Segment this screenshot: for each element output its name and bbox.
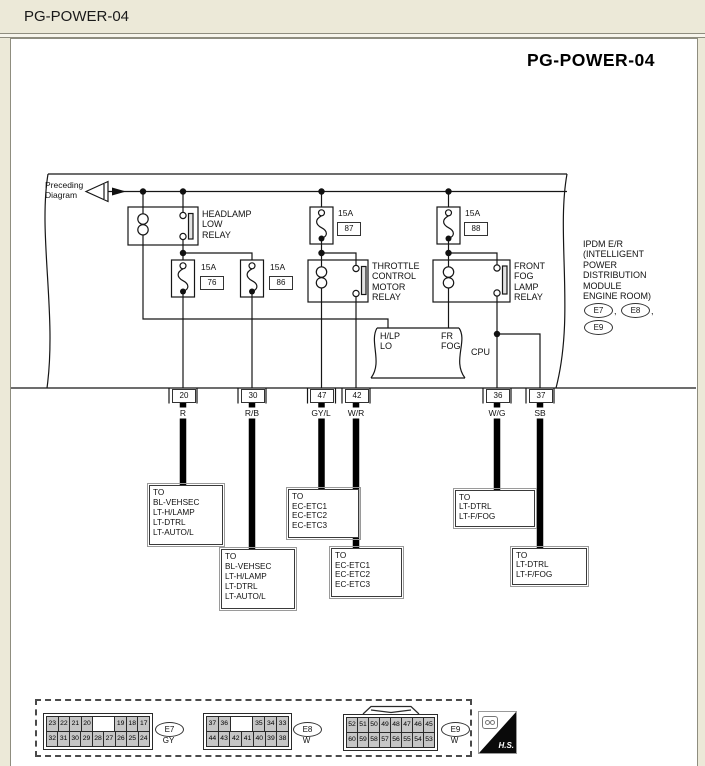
fuse-76-number: 76: [200, 276, 224, 290]
pin-41: 41: [241, 731, 254, 748]
pin-40: 40: [253, 731, 266, 748]
pin-17: 17: [137, 716, 150, 732]
hs-label: H.S.: [498, 741, 514, 750]
connector-e8-label: E8: [293, 722, 322, 737]
text-line: POWER: [583, 259, 618, 270]
text-line: LT-H/LAMP: [225, 572, 267, 581]
connector-e9-pinout: [343, 714, 438, 751]
pin-29: 29: [80, 731, 92, 748]
preceding-diagram-label: [45, 181, 83, 200]
window-title: PG-POWER-04: [24, 8, 130, 25]
pin-39: 39: [265, 731, 278, 748]
headlamp-low-relay-label: [202, 209, 252, 240]
text-line: (INTELLIGENT: [583, 249, 645, 260]
text-line: LT-F/FOG: [516, 569, 553, 579]
text-line: RELAY: [514, 292, 543, 303]
connector-e7-label: E7: [155, 722, 184, 737]
pin-57: 57: [379, 732, 391, 749]
connector-e9-label: E9: [441, 722, 470, 737]
text-line: LOW: [202, 219, 223, 230]
text-line: FR: [441, 331, 453, 341]
terminal-42: 42: [345, 389, 369, 403]
pin-28: 28: [92, 731, 104, 748]
text-line: EC-ETC1: [292, 501, 328, 511]
text-line: TO: [516, 551, 528, 560]
fuse-88-rating: 15A: [465, 208, 481, 218]
to-box-terminal-47: [288, 489, 359, 538]
pin-32: 32: [46, 731, 58, 748]
to-box-terminal-30: [221, 549, 295, 609]
text-line: EC-ETC3: [292, 521, 328, 531]
wire-color-r: R: [179, 408, 187, 418]
text-line: LT-H/LAMP: [153, 508, 195, 517]
pin-37: 37: [206, 716, 219, 732]
text-line: LT-DTRL: [153, 518, 186, 527]
wire-color-wg: W/G: [488, 408, 506, 418]
text-line: MOTOR: [372, 281, 406, 292]
pin-60: 60: [346, 732, 358, 749]
pin-36: 36: [218, 716, 231, 732]
pin-46: 46: [412, 717, 424, 733]
text-line: IPDM E/R: [583, 239, 624, 249]
pin-59: 59: [357, 732, 369, 749]
pin-54: 54: [412, 732, 424, 749]
text-line: LT-DTRL: [225, 582, 258, 591]
pin-42: 42: [229, 731, 242, 748]
separator: ,: [614, 306, 617, 316]
connector-e8-pinout: [203, 713, 292, 750]
text-line: TO: [459, 493, 471, 502]
text-line: RELAY: [202, 229, 231, 240]
pin-20: 20: [81, 716, 94, 732]
connector-e9-color: W: [450, 736, 459, 745]
terminal-20: 20: [172, 389, 196, 403]
text-line: H/LP: [380, 331, 401, 341]
text-line: FRONT: [514, 261, 545, 271]
text-line: DISTRIBUTION: [583, 270, 647, 281]
pin-33: 33: [276, 716, 289, 732]
preceding-diagram-arrow: [86, 182, 126, 202]
text-line: Preceding: [45, 180, 84, 190]
fuse-88-number: 88: [464, 222, 488, 236]
pin-58: 58: [368, 732, 380, 749]
pin-row: [206, 716, 289, 732]
hs-stamp: [478, 711, 517, 754]
pin-35: 35: [252, 716, 265, 732]
connector-ref-e9: E9: [584, 320, 613, 335]
text-line: LT-F/FOG: [459, 511, 496, 521]
wire-color-wr: W/R: [347, 408, 365, 418]
pin-51: 51: [357, 717, 369, 733]
harness-wires: [183, 401, 540, 553]
connector-e7-pinout: [43, 713, 153, 750]
fuse-87-rating: 15A: [338, 208, 354, 218]
to-box-terminal-37: [512, 548, 587, 585]
cpu-label: CPU: [471, 347, 491, 357]
text-line: LT-AUTO/L: [225, 592, 266, 601]
wire-color-gyl: GY/L: [311, 408, 331, 418]
page-title: PG-POWER-04: [526, 50, 655, 70]
text-line: TO: [153, 488, 165, 497]
fuse-87-number: 87: [337, 222, 361, 236]
text-line: TO: [335, 551, 347, 560]
text-line: LO: [380, 341, 393, 352]
pin-55: 55: [401, 732, 413, 749]
connector-ref-e8: E8: [621, 303, 650, 318]
pin-25: 25: [126, 731, 138, 748]
pin-38: 38: [276, 731, 289, 748]
cpu-input-hlp-lo: [380, 331, 400, 352]
text-line: Diagram: [45, 189, 78, 200]
pin-44: 44: [206, 731, 219, 748]
text-line: RELAY: [372, 292, 401, 303]
text-line: EC-ETC1: [335, 560, 371, 570]
text-line: LT-AUTO/L: [153, 528, 194, 537]
text-line: FOG: [514, 271, 534, 282]
pin-30: 30: [69, 731, 81, 748]
pin-49: 49: [379, 717, 391, 733]
terminal-36: 36: [486, 389, 510, 403]
wire-color-sb: SB: [534, 408, 546, 418]
pin-row: [346, 733, 435, 749]
fuse-86-number: 86: [269, 276, 293, 290]
text-line: BL-VEHSEC: [153, 498, 200, 507]
fuse-86-rating: 15A: [270, 262, 286, 272]
pin-52: 52: [346, 717, 358, 733]
text-line: FOG: [441, 341, 461, 352]
pin-row: [346, 717, 435, 733]
ipdm-annotation: [583, 239, 651, 301]
cpu-input-fr-fog: [441, 331, 461, 352]
throttle-control-motor-relay-label: [372, 261, 420, 303]
pin-47: 47: [401, 717, 413, 733]
to-box-terminal-20: [149, 485, 223, 545]
text-line: TO: [225, 552, 237, 561]
text-line: ENGINE ROOM): [583, 291, 652, 302]
text-line: CONTROL: [372, 271, 417, 282]
separator: ,: [651, 306, 654, 316]
front-fog-lamp-relay-label: [514, 261, 545, 303]
pin-23: 23: [46, 716, 59, 732]
pin-48: 48: [390, 717, 402, 733]
pin-22: 22: [58, 716, 71, 732]
pin-row: [46, 732, 150, 748]
pin-row: [46, 716, 150, 732]
text-line: LT-DTRL: [459, 502, 492, 512]
to-box-terminal-42: [331, 548, 402, 597]
pin-34: 34: [264, 716, 277, 732]
pin-26: 26: [115, 731, 127, 748]
text-line: MODULE: [583, 280, 622, 291]
to-box-terminal-36: [455, 490, 535, 527]
pin-24: 24: [138, 731, 150, 748]
pin-31: 31: [57, 731, 69, 748]
pin-19: 19: [114, 716, 127, 732]
text-line: LAMP: [514, 281, 539, 292]
hs-connector-icon: [482, 716, 498, 729]
wire-color-rb: R/B: [244, 408, 260, 418]
pin-56: 56: [390, 732, 402, 749]
pin-27: 27: [103, 731, 115, 748]
pin-18: 18: [126, 716, 139, 732]
text-line: LT-DTRL: [516, 560, 549, 570]
pin-45: 45: [423, 717, 435, 733]
pin-53: 53: [423, 732, 435, 749]
pin-43: 43: [218, 731, 231, 748]
connector-e7-color: GY: [162, 736, 175, 745]
terminal-47: 47: [310, 389, 334, 403]
pin-50: 50: [368, 717, 380, 733]
text-line: EC-ETC3: [335, 580, 371, 590]
terminal-30: 30: [241, 389, 265, 403]
pin-21: 21: [69, 716, 82, 732]
connector-key-slot: [230, 716, 254, 732]
text-line: EC-ETC2: [335, 570, 371, 580]
fuse-76-rating: 15A: [201, 262, 217, 272]
text-line: TO: [292, 492, 304, 501]
pin-row: [206, 732, 289, 748]
text-line: EC-ETC2: [292, 511, 328, 521]
connector-ref-e7: E7: [584, 303, 613, 318]
terminal-37: 37: [529, 389, 553, 403]
connector-e8-color: W: [302, 736, 311, 745]
connector-key-slot: [92, 716, 115, 732]
text-line: BL-VEHSEC: [225, 562, 272, 571]
text-line: HEADLAMP: [202, 209, 252, 219]
text-line: THROTTLE: [372, 261, 420, 271]
